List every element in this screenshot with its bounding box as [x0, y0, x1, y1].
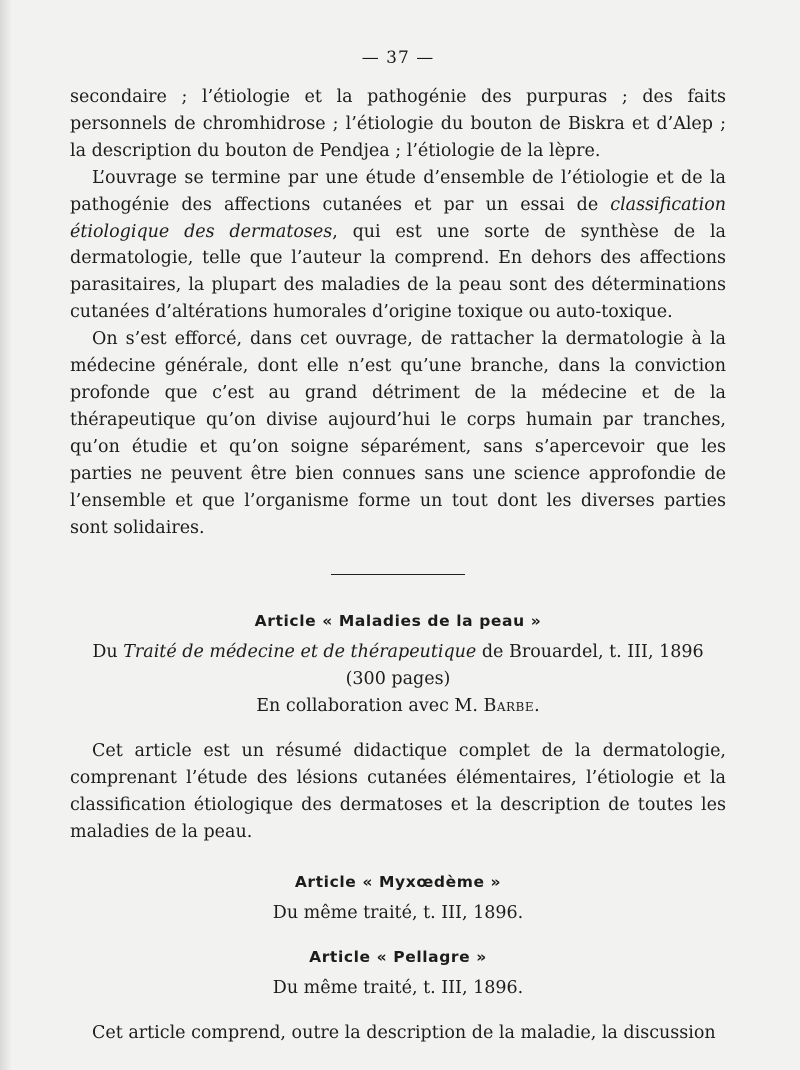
article-1-source [70, 639, 726, 693]
paragraph-3: On s’est efforcé, dans cet ouvrage, de rattacher la dermatologie à la médecine générale, dont elle n’est qu’une branche, dans la conviction profonde que c’est au grand détriment de la médecine et de la thérapeutique qu’on divise aujourd’hui le corps humain par tranches, qu’on étudie et qu’on soigne séparément, sans s’apercevoir que les parties ne peuvent être bien connues sans une science approfondie de l’ensemble et que l’organisme forme un tout dont les diverses parties sont solidaires. [70, 329, 726, 538]
article-1-source-suffix: de Brouardel, t. III, 1896 (300 pages) [345, 642, 704, 690]
collaboration-suffix: . [534, 696, 540, 717]
article-3-body: Cet article comprend, outre la description de la maladie, la discussion [92, 1022, 716, 1043]
article-1-source-title: Traité de médecine et de thérapeutique [123, 642, 477, 663]
collaborator-name: Barbe [483, 696, 535, 717]
collaboration-prefix: En collaboration avec M. [256, 696, 484, 717]
article-3-source: Du même traité, t. III, 1896. [272, 977, 524, 998]
paragraph-2-text-end: , qui est une sorte de synthèse de la dermatologie, telle que l’auteur la comprend. En dehors des affections parasitaires, la plupart des maladies de la peau sont des déterminations cutanées d’altérations humorales d’origine toxique ou auto-toxique. [70, 221, 726, 323]
scan-edge-shadow [0, 0, 12, 1070]
article-2-heading: Article « Myxœdème » [294, 872, 502, 891]
article-1-body: Cet article est un résumé didactique complet de la dermatologie, comprenant l’étude des lésions cutanées élémentaires, l’étiologie et la classification étiologique des dermatoses et la description de toutes les maladies de la peau. [70, 741, 726, 842]
article-1-collaboration [70, 693, 726, 720]
paragraph-2-text-start: L’ouvrage se termine par une étude d’ensemble de l’étiologie et de la pathogénie des affections cutanées et par un essai de [70, 167, 726, 215]
document-page [70, 48, 726, 1046]
paragraph-2-italic-term: classification étiologique des dermatoses [70, 194, 726, 242]
article-2-source: Du même traité, t. III, 1896. [272, 902, 524, 923]
section-divider [331, 574, 465, 575]
article-1-source-prefix: Du [92, 642, 124, 663]
page-number: — 37 — [361, 48, 435, 68]
paragraph-1: secondaire ; l’étiologie et la pathogénie des purpuras ; des faits personnels de chromhidrose ; l’étiologie du bouton de Biskra et d’Alep ; la description du bouton de Pendjea ; l’étiologie de la lèpre. [70, 87, 726, 161]
article-1-heading: Article « Maladies de la peau » [254, 612, 542, 631]
paragraph-2 [70, 165, 726, 326]
article-3-heading: Article « Pellagre » [309, 947, 487, 966]
